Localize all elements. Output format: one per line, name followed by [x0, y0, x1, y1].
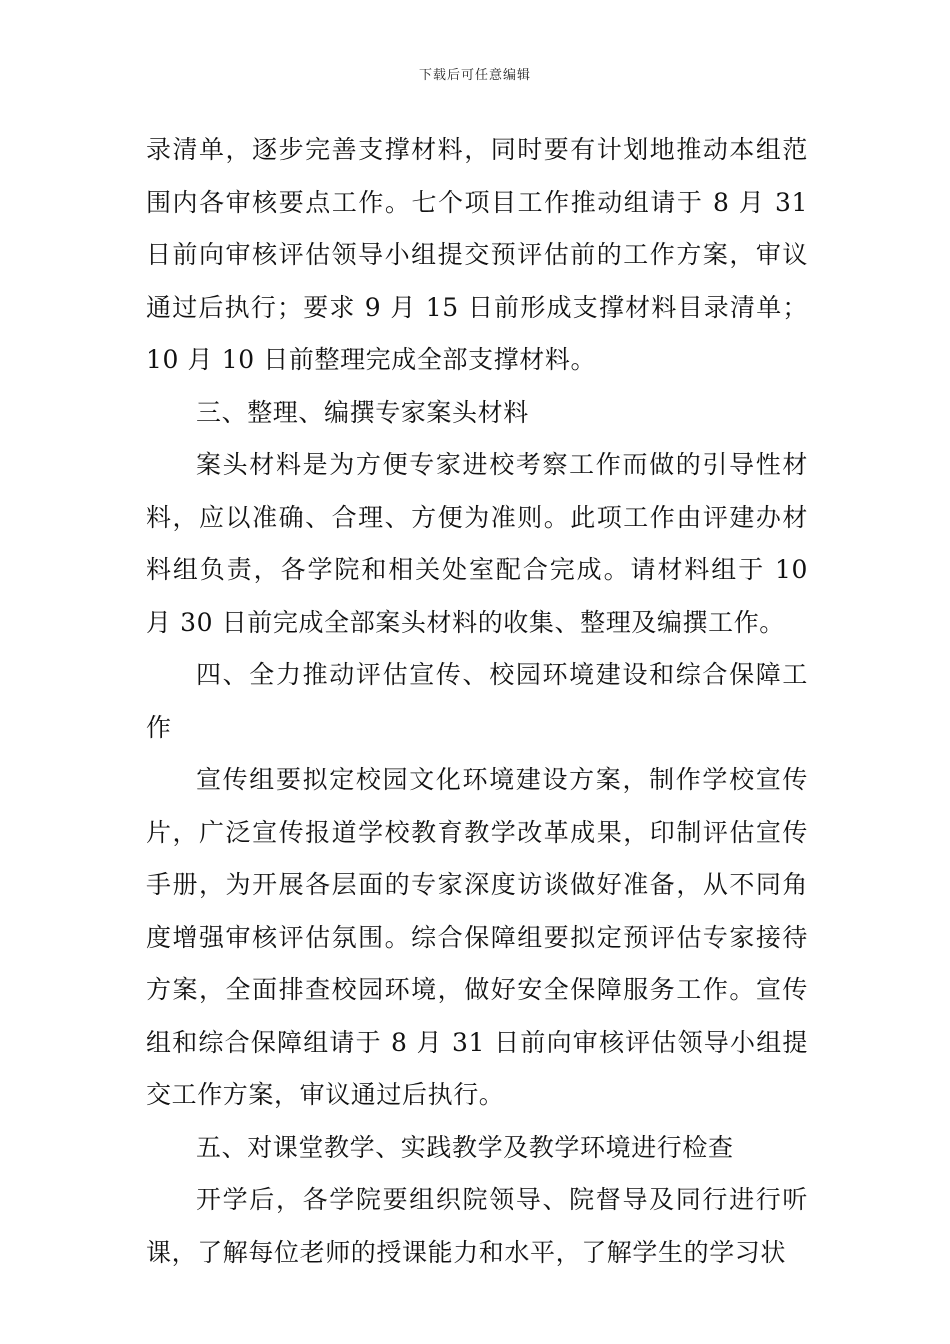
- section-heading-4: 四、全力推动评估宣传、校园环境建设和综合保障工作: [146, 660, 808, 742]
- paragraph-desk-materials: 案头材料是为方便专家进校考察工作而做的引导性材料，应以准确、合理、方便为准则。此项工作由评建办材料组负责，各学院和相关处室配合完成。请材料组于 10 月 30 日前完成全部案头材料的收集、整理及编撰工作。: [146, 450, 808, 637]
- document-body: [146, 124, 808, 1279]
- section-heading-3: 三、整理、编撰专家案头材料: [196, 397, 529, 427]
- paragraph-publicity: 宣传组要拟定校园文化环境建设方案，制作学校宣传片，广泛宣传报道学校教育教学改革成果，印制评估宣传手册，为开展各层面的专家深度访谈做好准备，从不同角度增强审核评估氛围。综合保障组要拟定预评估专家接待方案，全面排查校园环境，做好安全保障服务工作。宣传组和综合保障组请于 8 月 31 日前向审核评估领导小组提交工作方案，审议通过后执行。: [146, 765, 808, 1109]
- paragraph-inspection: 开学后，各学院要组织院领导、院督导及同行进行听课，了解每位老师的授课能力和水平，了解学生的学习状: [146, 1185, 808, 1267]
- section-heading-5: 五、对课堂教学、实践教学及教学环境进行检查: [196, 1132, 734, 1162]
- paragraph-continuation: 录清单，逐步完善支撑材料，同时要有计划地推动本组范围内各审核要点工作。七个项目工作推动组请于 8 月 31 日前向审核评估领导小组提交预评估前的工作方案，审议通过后执行；要求 9 月 15 日前形成支撑材料目录清单；10 月 10 日前整理完成全部支撑材料。: [146, 135, 808, 374]
- page-header: 下载后可任意编辑: [418, 68, 531, 83]
